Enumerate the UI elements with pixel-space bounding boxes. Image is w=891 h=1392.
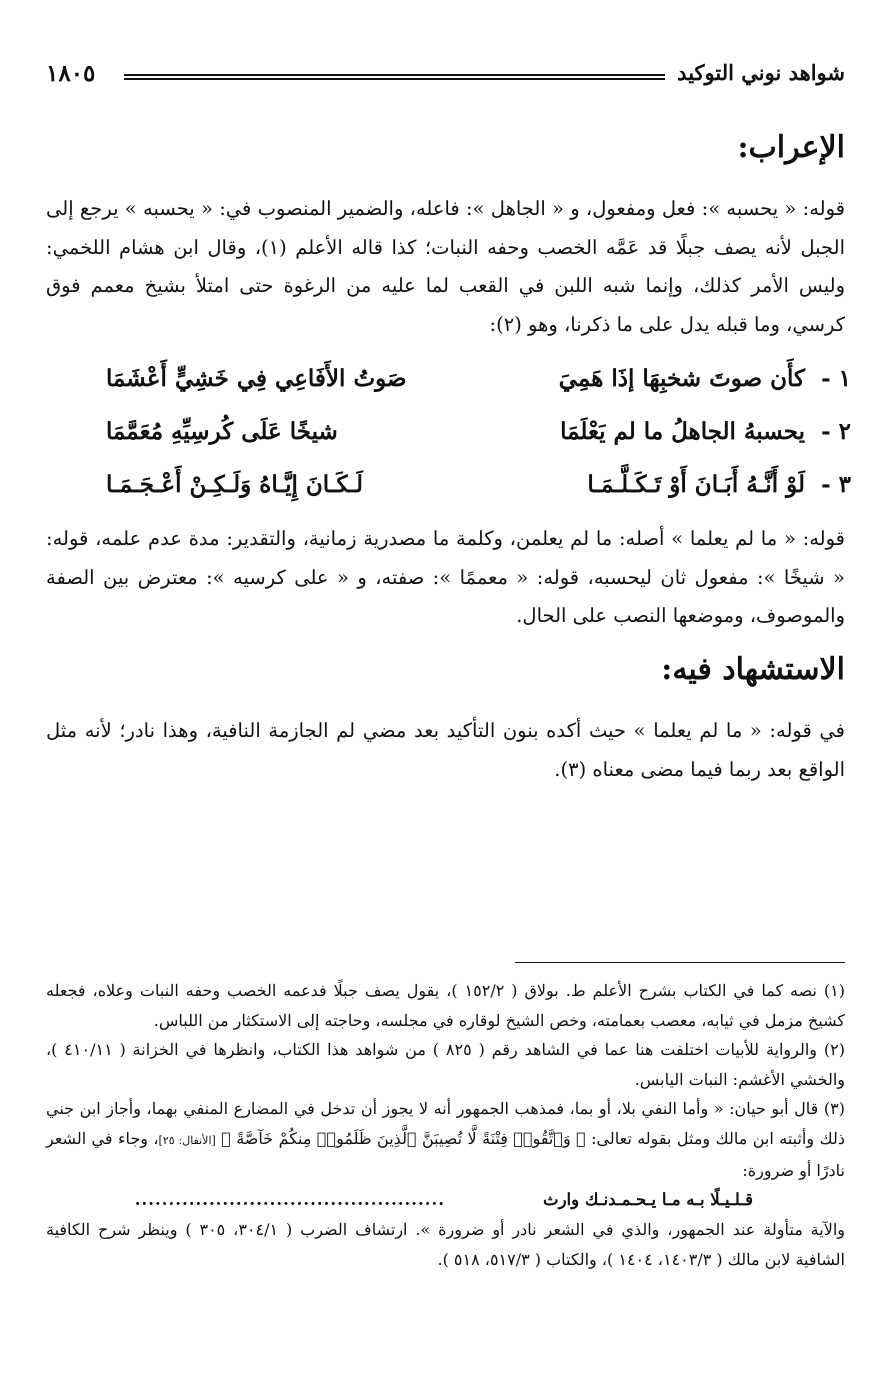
verse-row-1 <box>46 365 851 418</box>
footnote-3-continuation: ، وجاء في الشعر نادرًا أو ضرورة: <box>46 1128 845 1180</box>
section-heading-istishhad: الاستشهاد فيه: <box>661 652 845 687</box>
footnote-3-end: والآية متأولة عند الجمهور، والذي في الشعر نادر أو ضرورة ». ارتشاف الضرب ( ٣٠٤/١، ٣٠٥ ) وينظر شرح الكافية الشافية لابن مالك ( ١٤٠٣/٣، ١٤٠٤ )، والكتاب ( ٥١٧/٣، ٥١٨ ). <box>46 1220 845 1269</box>
verse-first-hemistich: لَوْ أَنَّـهُ أَبَـانَ أَوْ تَـكَـلَّـمَـا <box>587 471 805 498</box>
footnote-verse-text: قـلـيـلًا بـه مـا يـحـمـدنـك وارث <box>543 1190 753 1210</box>
verse-first-hemistich: كأَن صوتَ شخبِهَا إذَا هَمِيَ <box>558 365 805 392</box>
verse-row-2 <box>46 418 851 471</box>
verse-second-hemistich: صَوتُ الأَفَاعِي فِي خَشِيٍّ أَعْشَمَا <box>106 365 407 392</box>
verse-first-hemistich: يحسبهُ الجاهلُ ما لم يَعْلَمَا <box>560 418 805 445</box>
footnotes <box>46 976 845 1274</box>
running-title: شواهد نوني التوكيد <box>677 60 845 85</box>
footnote-1: (١) نصه كما في الكتاب بشرح الأعلم ط. بولاق ( ١٥٢/٢ )، يقول يصف جبلًا فدعمه الخصب وحفه النبات وعلاه، فجعله كشيخ مزمل في ثيابه، معصب بعمامته، وخص الشيخ لوقاره في مجلسه، وحاجته إلى الاستكثار من اللباس. <box>46 981 846 1030</box>
verse-number: ٣ - <box>821 471 851 498</box>
page-number: ١٨٠٥ <box>46 60 96 87</box>
verse-second-hemistich: شيخًا عَلَى كُرسِيِّهِ مُعَمَّمَا <box>106 418 338 445</box>
footnote-separator <box>515 962 845 963</box>
section-heading-irab: الإعراب: <box>737 130 845 165</box>
irab-paragraph-1: قوله: « يحسبه »: فعل ومفعول، و « الجاهل »: فاعله، والضمير المنصوب في: « يحسبه » يرجع إلى الجبل لأنه يصف جبلًا قد عَمَّه الخصب وحفه النبات؛ كذا قاله الأعلم (١)، وقال ابن هشام اللخمي: وليس الأمر كذلك، وإنما شبه اللبن في القعب لما عليه من الرغوة حتى امتلأ بشيخ معمم فوق كرسي، وما قبله يدل على ما ذكرنا، وهو (٢): <box>46 197 845 336</box>
header-double-rule <box>124 74 665 80</box>
verse-row-3 <box>46 471 851 524</box>
footnote-2: (٢) والرواية للأبيات اختلفت هنا عما في الشاهد رقم ( ٨٢٥ ) من شواهد هذا الكتاب، وانظرها في الخزانة ( ٤١٠/١١ )، والخشي الأغشم: النبات اليابس. <box>46 1040 845 1089</box>
istishhad-paragraph: في قوله: « ما لم يعلما » حيث أكده بنون التأكيد بعد مضي لم الجازمة النافية، وهذا نادر؛ لأنه مثل الواقع بعد ربما فيما مضى معناه (٣). <box>46 719 845 781</box>
footnote-verse <box>46 1185 845 1215</box>
page-header <box>46 58 845 94</box>
quran-reference: [الأنفال: ٢٥] <box>158 1133 216 1147</box>
verse-second-hemistich: لَـكَـانَ إِيَّـاهُ وَلَـكِـنْ أَعْـجَـمَـا <box>106 471 363 498</box>
footnote-3-text: (٣) قال أبو حيان: « وأما النفي بلا، أو بما، فمذهب الجمهور أنه لا يجوز أن تدخل في المضارع المنفي بهما، وأجاز ابن جني ذلك وأثبته ابن مالك ومثل بقوله تعالى: ﴿ وَٱتَّقُوا۟ فِتْنَةً لَّا تُصِيبَنَّ ٱلَّذِينَ ظَلَمُوا۟ مِنكُمْ خَآصَّةً ﴾ <box>46 1099 846 1148</box>
footnote-verse-dots: .............................................. <box>134 1190 445 1210</box>
verse-number: ١ - <box>821 365 851 392</box>
irab-paragraph-2: قوله: « ما لم يعلما » أصله: ما لم يعلمن، وكلمة ما مصدرية زمانية، والتقدير: مدة عدم علمه، قوله: « شيخًا »: مفعول ثان ليحسبه، قوله: « معممًا »: صفته، و « على كرسيه »: معترض بين الصفة والموصوف، وموضعها النصب على الحال. <box>46 527 845 627</box>
poem-verses <box>46 365 851 524</box>
footnote-3 <box>46 1094 845 1185</box>
verse-number: ٢ - <box>821 418 851 445</box>
